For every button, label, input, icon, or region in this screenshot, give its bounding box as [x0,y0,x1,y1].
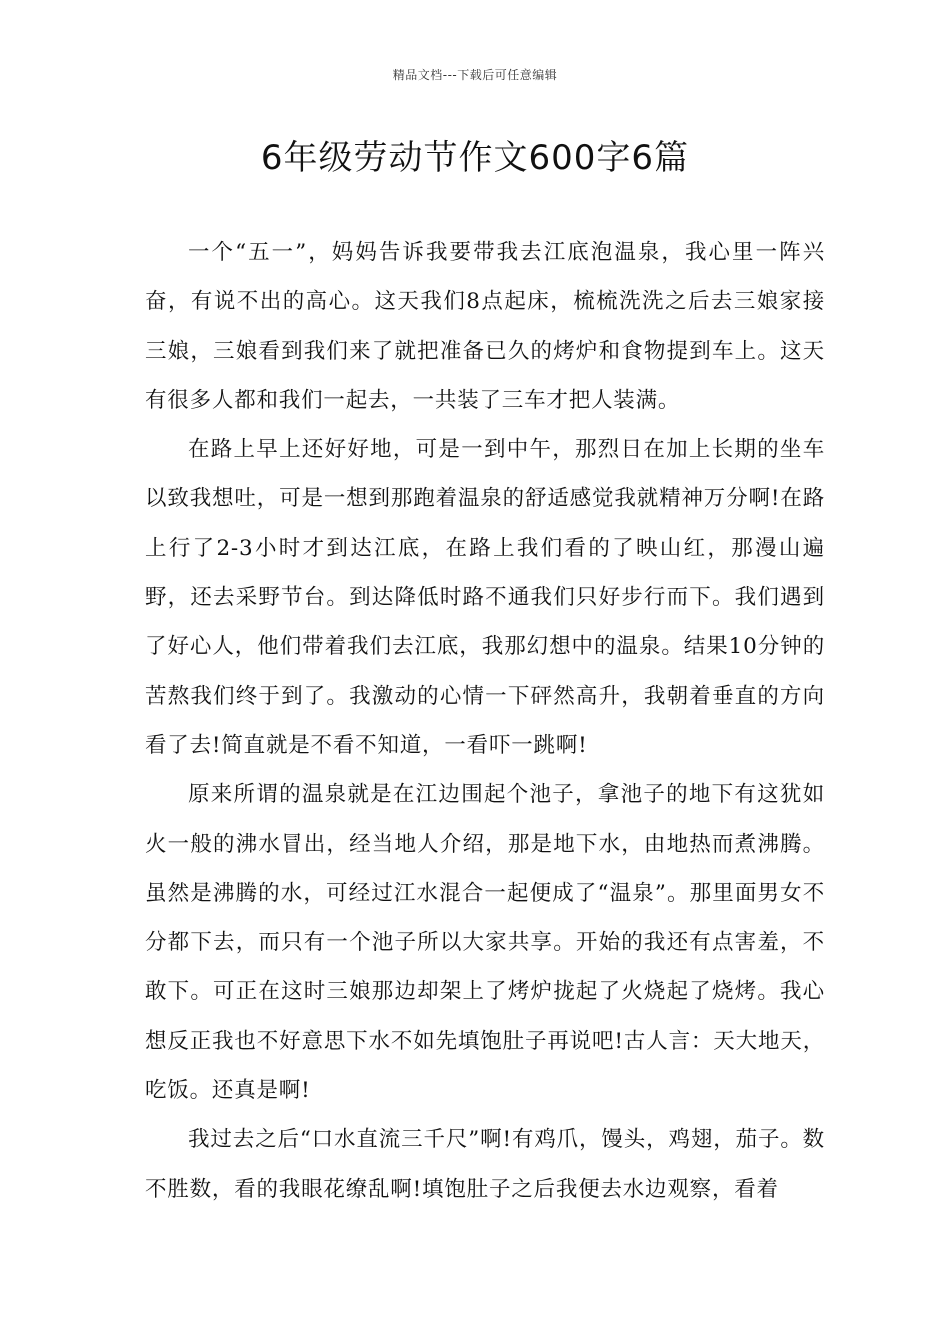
paragraph: 在路上早上还好好地，可是一到中午，那烈日在加上长期的坐车以致我想吐，可是一想到那跑着温泉的舒适感觉我就精神万分啊!在路上行了2-3小时才到达江底，在路上我们看的了映山红，那漫山遍野，还去采野节台。到达降低时路不通我们只好步行而下。我们遇到了好心人，他们带着我们去江底，我那幻想中的温泉。结果10分钟的苦熬我们终于到了。我激动的心情一下砰然高升，我朝着垂直的方向看了去!简直就是不看不知道，一看吓一跳啊! [145,437,825,758]
paragraph: 我过去之后“口水直流三千尺”啊!有鸡爪，馒头，鸡翅，茄子。数不胜数，看的我眼花缭乱啊!填饱肚子之后我便去水边观察，看着 [145,1127,825,1202]
paragraph: 一个“五一”，妈妈告诉我要带我去江底泡温泉，我心里一阵兴奋，有说不出的高心。这天我们8点起床，梳梳洗洗之后去三娘家接三娘，三娘看到我们来了就把准备已久的烤炉和食物提到车上。这天有很多人都和我们一起去，一共装了三车才把人装满。 [145,240,825,413]
essay-body [145,228,825,1214]
document-title: 6年级劳动节作文600字6篇 [260,138,690,178]
header-note: 精品文档---下载后可任意编辑 [392,68,558,82]
paragraph: 原来所谓的温泉就是在江边围起个池子，拿池子的地下有这犹如火一般的沸水冒出，经当地人介绍，那是地下水，由地热而煮沸腾。虽然是沸腾的水，可经过江水混合一起便成了“温泉”。那里面男女不分都下去，而只有一个池子所以大家共享。开始的我还有点害羞，不敢下。可正在这时三娘那边却架上了烤炉拢起了火烧起了烧烤。我心想反正我也不好意思下水不如先填饱肚子再说吧!古人言：天大地天，吃饭。还真是啊! [145,782,825,1104]
